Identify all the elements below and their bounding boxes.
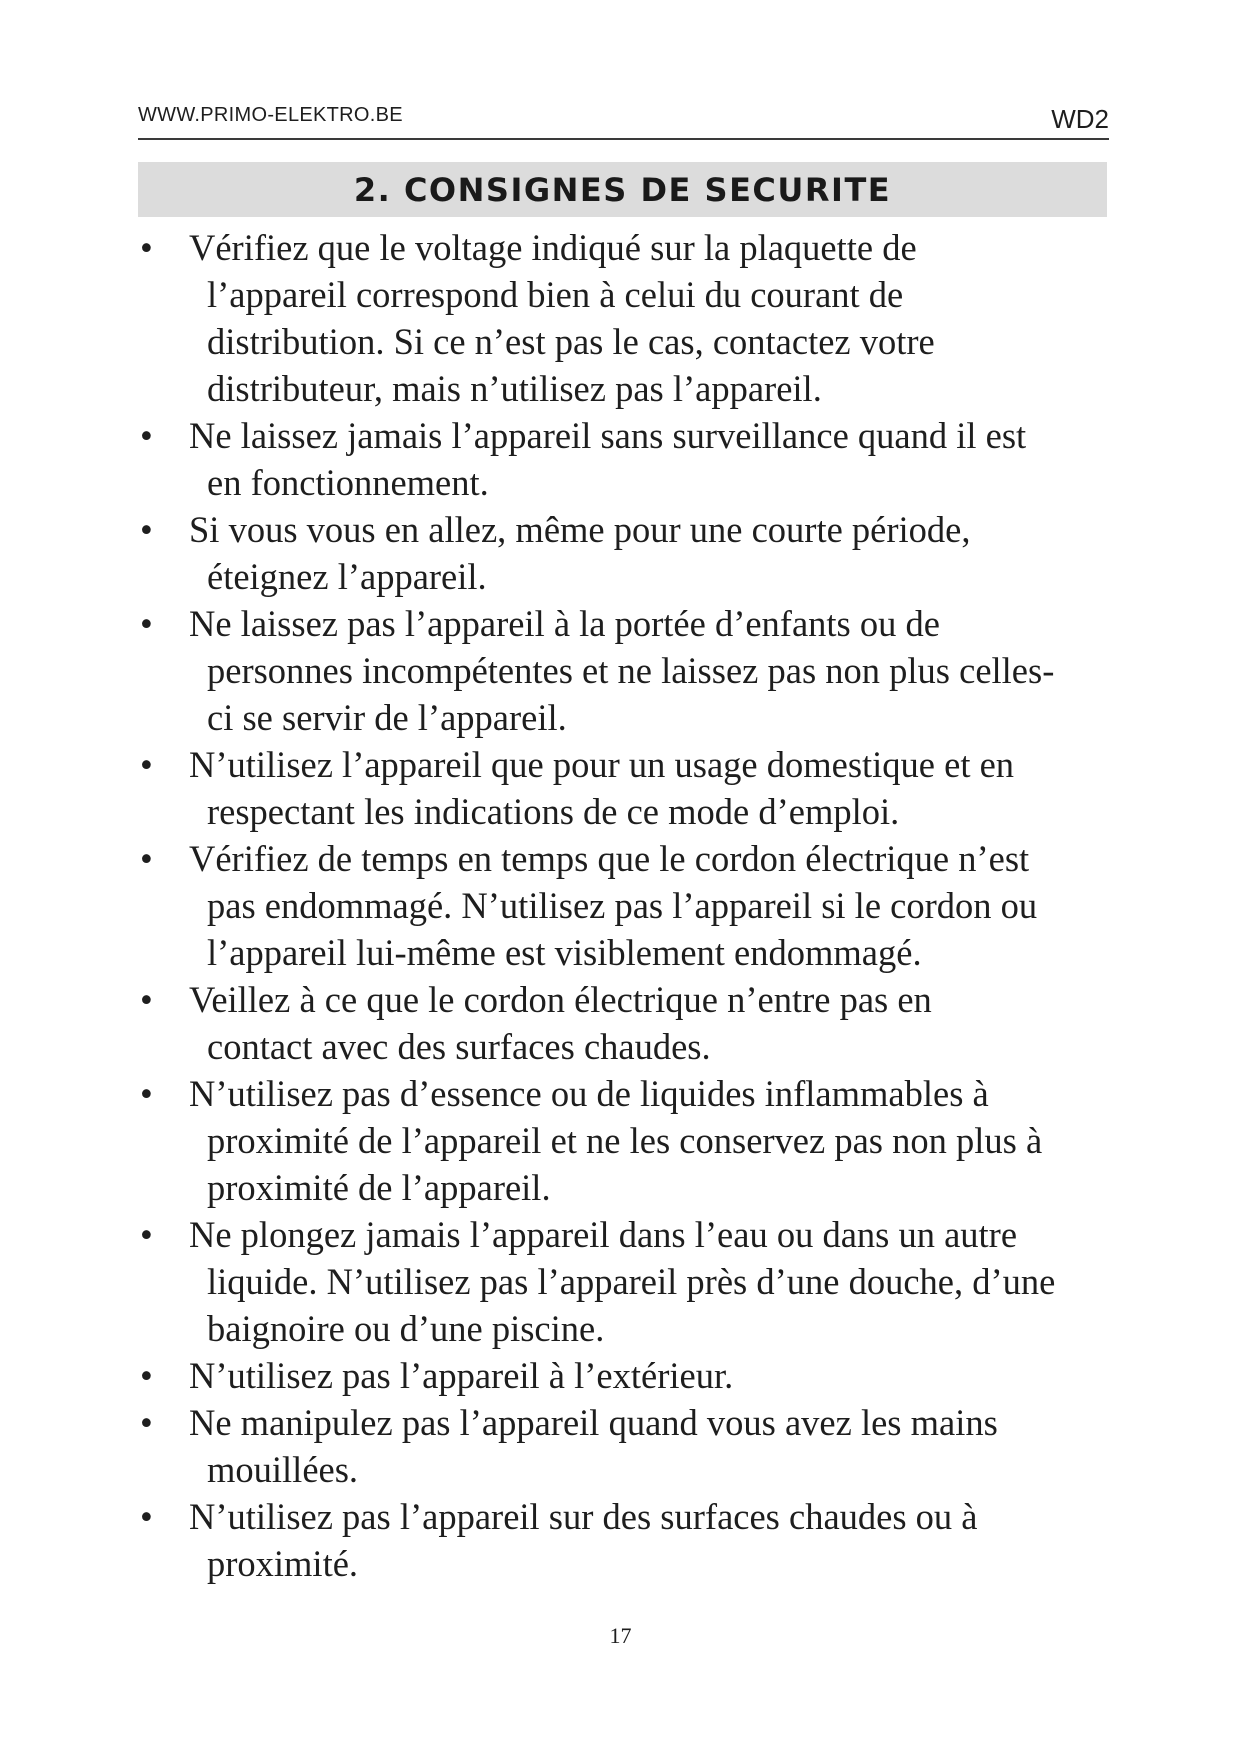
bullet-icon: • <box>140 227 153 268</box>
bullet-icon: • <box>140 1214 153 1255</box>
bullet-icon: • <box>140 979 153 1020</box>
bullet-icon: • <box>140 603 153 644</box>
list-item-line: proximité de l’appareil. <box>207 1167 551 1208</box>
list-item-line: proximité de l’appareil et ne les conservez pas non plus à <box>207 1120 1043 1161</box>
list-item <box>138 1070 1113 1211</box>
header-url: WWW.PRIMO-ELEKTRO.BE <box>138 104 403 126</box>
list-item <box>138 600 1113 741</box>
header-model: WD2 <box>1051 104 1109 134</box>
list-item-line: l’appareil correspond bien à celui du courant de <box>207 274 904 315</box>
list-item-line: Veillez à ce que le cordon électrique n’entre pas en <box>189 979 932 1020</box>
list-item-line: Vérifiez que le voltage indiqué sur la plaquette de <box>189 227 917 268</box>
list-item-line: ci se servir de l’appareil. <box>207 697 567 738</box>
list-item-line: distributeur, mais n’utilisez pas l’appareil. <box>207 368 822 409</box>
list-item-line: respectant les indications de ce mode d’emploi. <box>207 791 900 832</box>
safety-instructions-list <box>138 224 1113 1587</box>
list-item <box>138 506 1113 600</box>
bullet-icon: • <box>140 744 153 785</box>
list-item <box>138 1493 1113 1587</box>
list-item-line: éteignez l’appareil. <box>207 556 487 597</box>
list-item-line: N’utilisez pas l’appareil à l’extérieur. <box>189 1355 734 1396</box>
bullet-icon: • <box>140 1073 153 1114</box>
list-item-line: l’appareil lui-même est visiblement endommagé. <box>207 932 922 973</box>
list-item-line: liquide. N’utilisez pas l’appareil près d’une douche, d’une <box>207 1261 1056 1302</box>
list-item <box>138 1399 1113 1493</box>
bullet-icon: • <box>140 1355 153 1396</box>
bullet-icon: • <box>140 1496 153 1537</box>
list-item-line: pas endommagé. N’utilisez pas l’appareil si le cordon ou <box>207 885 1038 926</box>
list-item-line: baignoire ou d’une piscine. <box>207 1308 605 1349</box>
bullet-icon: • <box>140 509 153 550</box>
section-title: 2. CONSIGNES DE SECURITE <box>353 170 892 209</box>
list-item-line: mouillées. <box>207 1449 359 1490</box>
list-item <box>138 1211 1113 1352</box>
section-title-band <box>138 162 1107 217</box>
list-item <box>138 835 1113 976</box>
list-item-line: en fonctionnement. <box>207 462 489 503</box>
list-item-line: proximité. <box>207 1543 359 1584</box>
list-item-line: N’utilisez pas l’appareil sur des surfaces chaudes ou à <box>189 1496 978 1537</box>
page-number: 17 <box>609 1623 632 1648</box>
list-item <box>138 224 1113 412</box>
bullet-icon: • <box>140 415 153 456</box>
list-item-line: Vérifiez de temps en temps que le cordon électrique n’est <box>189 838 1030 879</box>
bullet-icon: • <box>140 1402 153 1443</box>
list-item <box>138 976 1113 1070</box>
list-item-line: Ne plongez jamais l’appareil dans l’eau ou dans un autre <box>189 1214 1018 1255</box>
list-item <box>138 412 1113 506</box>
list-item-line: Si vous vous en allez, même pour une courte période, <box>189 509 971 550</box>
list-item-line: Ne laissez pas l’appareil à la portée d’enfants ou de <box>189 603 940 644</box>
list-item-line: N’utilisez l’appareil que pour un usage domestique et en <box>189 744 1015 785</box>
list-item-line: personnes incompétentes et ne laissez pas non plus celles- <box>207 650 1055 691</box>
list-item-line: Ne laissez jamais l’appareil sans surveillance quand il est <box>189 415 1027 456</box>
list-item-line: contact avec des surfaces chaudes. <box>207 1026 711 1067</box>
list-item-line: distribution. Si ce n’est pas le cas, contactez votre <box>207 321 935 362</box>
list-item-line: N’utilisez pas d’essence ou de liquides inflammables à <box>189 1073 989 1114</box>
list-item <box>138 741 1113 835</box>
bullet-icon: • <box>140 838 153 879</box>
list-item <box>138 1352 1113 1399</box>
header-divider <box>138 138 1109 140</box>
list-item-line: Ne manipulez pas l’appareil quand vous avez les mains <box>189 1402 998 1443</box>
